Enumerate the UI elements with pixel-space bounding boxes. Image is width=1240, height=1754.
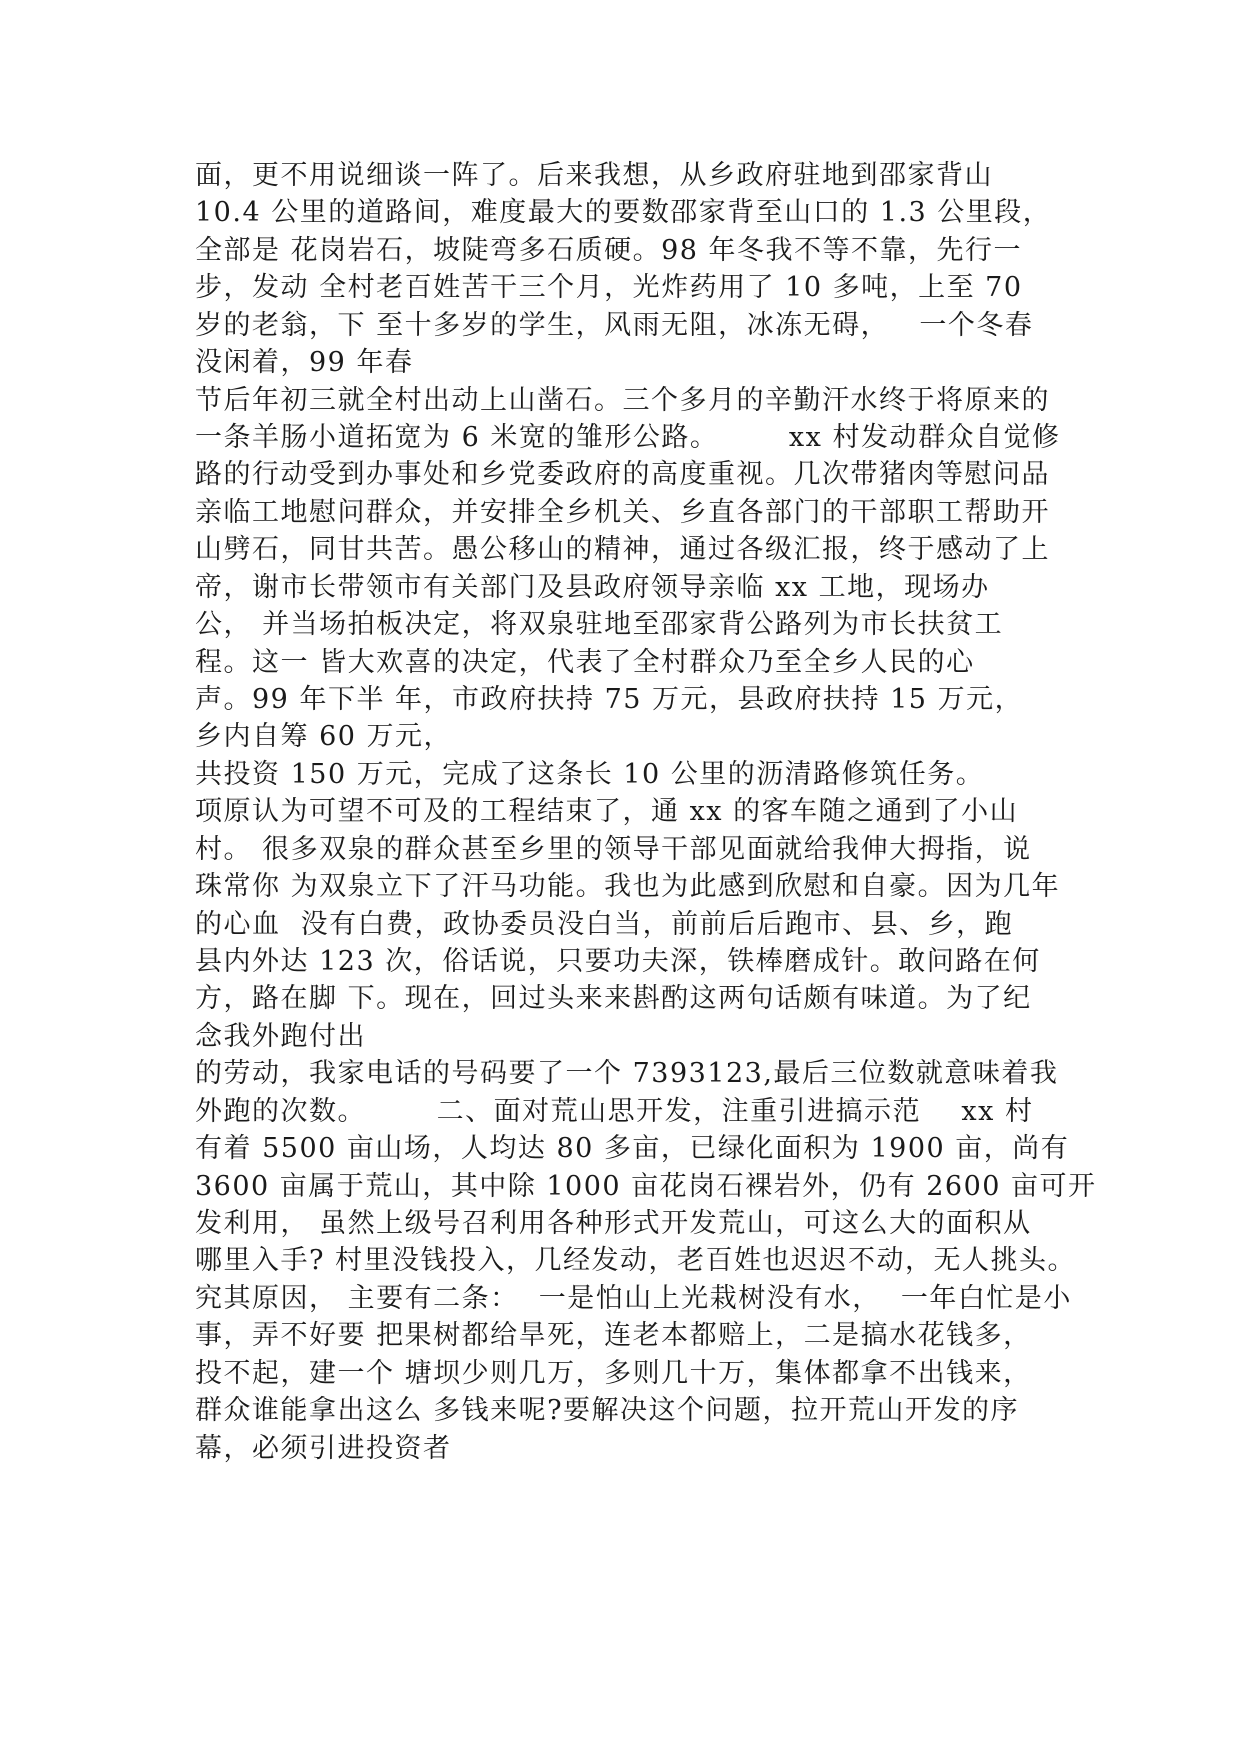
text-line: 项原认为可望不可及的工程结束了，通 xx 的客车随之通到了小山 xyxy=(195,796,1019,827)
text-line: 乡内自筹 60 万元， xyxy=(195,721,453,752)
text-line: 步，发动 全村老百姓苦干三个月，光炸药用了 10 多吨，上至 70 xyxy=(195,272,1023,303)
text-line: 念我外跑付出 xyxy=(195,1021,366,1052)
text-line: 珠常你 为双泉立下了汗马功能。我也为此感到欣慰和自豪。因为几年 xyxy=(195,871,1061,902)
text-line: 发利用， 虽然上级号召利用各种形式开发荒山，可这么大的面积从 xyxy=(195,1208,1032,1239)
text-line: 亲临工地慰问群众，并安排全乡机关、乡直各部门的干部职工帮助开 xyxy=(195,497,1050,528)
text-line: 没闲着，99 年春 xyxy=(195,347,414,378)
text-line: 全部是 花岗岩石，坡陡弯多石质硬。98 年冬我不等不靠，先行一 xyxy=(195,235,1023,266)
text-line: 有着 5500 亩山场，人均达 80 多亩，已绿化面积为 1900 亩，尚有 xyxy=(195,1133,1070,1164)
text-line: 10.4 公里的道路间，难度最大的要数邵家背至山口的 1.3 公里段， xyxy=(195,197,1052,228)
text-line: 方，路在脚 下。现在，回过头来来斟酌这两句话颇有味道。为了纪 xyxy=(195,983,1032,1014)
text-line: 的心血 没有白费，政协委员没白当，前前后后跑市、县、乡，跑 xyxy=(195,909,1014,940)
text-line: 公， 并当场拍板决定，将双泉驻地至邵家背公路列为市长扶贫工 xyxy=(195,609,1004,640)
text-line: 山劈石，同甘共苦。愚公移山的精神，通过各级汇报，终于感动了上 xyxy=(195,534,1050,565)
text-line: 3600 亩属于荒山，其中除 1000 亩花岗石裸岩外，仍有 2600 亩可开 xyxy=(195,1171,1097,1202)
text-line: 事，弄不好要 把果树都给旱死，连老本都赔上，二是搞水花钱多， xyxy=(195,1320,1032,1351)
text-line: 哪里入手? 村里没钱投入，几经发动，老百姓也迟迟不动，无人挑头。 xyxy=(195,1245,1077,1276)
text-line: 外跑的次数。 二、面对荒山思开发，注重引进搞示范 xx 村 xyxy=(195,1096,1034,1127)
text-line: 投不起，建一个 塘坝少则几万，多则几十万，集体都拿不出钱来， xyxy=(195,1358,1032,1389)
text-line: 幕，必须引进投资者 xyxy=(195,1433,452,1464)
text-line: 程。这一 皆大欢喜的决定，代表了全村群众乃至全乡人民的心 xyxy=(195,647,975,678)
text-line: 一条羊肠小道拓宽为 6 米宽的雏形公路。 xx 村发动群众自觉修 xyxy=(195,422,1061,453)
text-line: 岁的老翁，下 至十多岁的学生，风雨无阻，冰冻无碍， 一个冬春 xyxy=(195,310,1034,341)
text-line: 共投资 150 万元，完成了这条长 10 公里的沥清路修筑任务。 xyxy=(195,759,985,790)
text-line: 节后年初三就全村出动上山凿石。三个多月的辛勤汗水终于将原来的 xyxy=(195,385,1050,416)
text-line: 的劳动，我家电话的号码要了一个 7393123,最后三位数就意味着我 xyxy=(195,1058,1059,1089)
text-line: 县内外达 123 次，俗话说，只要功夫深，铁棒磨成针。敢问路在何 xyxy=(195,946,1041,977)
text-line: 群众谁能拿出这么 多钱来呢?要解决这个问题，拉开荒山开发的序 xyxy=(195,1395,1020,1426)
text-line: 究其原因， 主要有二条： 一是怕山上光栽树没有水， 一年白忙是小 xyxy=(195,1283,1072,1314)
text-line: 村。 很多双泉的群众甚至乡里的领导干部见面就给我伸大拇指，说 xyxy=(195,834,1032,865)
text-line: 面，更不用说细谈一阵了。后来我想，从乡政府驻地到邵家背山 xyxy=(195,160,993,191)
text-line: 帝，谢市长带领市有关部门及县政府领导亲临 xx 工地，现场办 xyxy=(195,572,990,603)
text-line: 路的行动受到办事处和乡党委政府的高度重视。几次带猪肉等慰问品 xyxy=(195,459,1050,490)
text-line: 声。99 年下半 年，市政府扶持 75 万元，县政府扶持 15 万元， xyxy=(195,684,1024,715)
